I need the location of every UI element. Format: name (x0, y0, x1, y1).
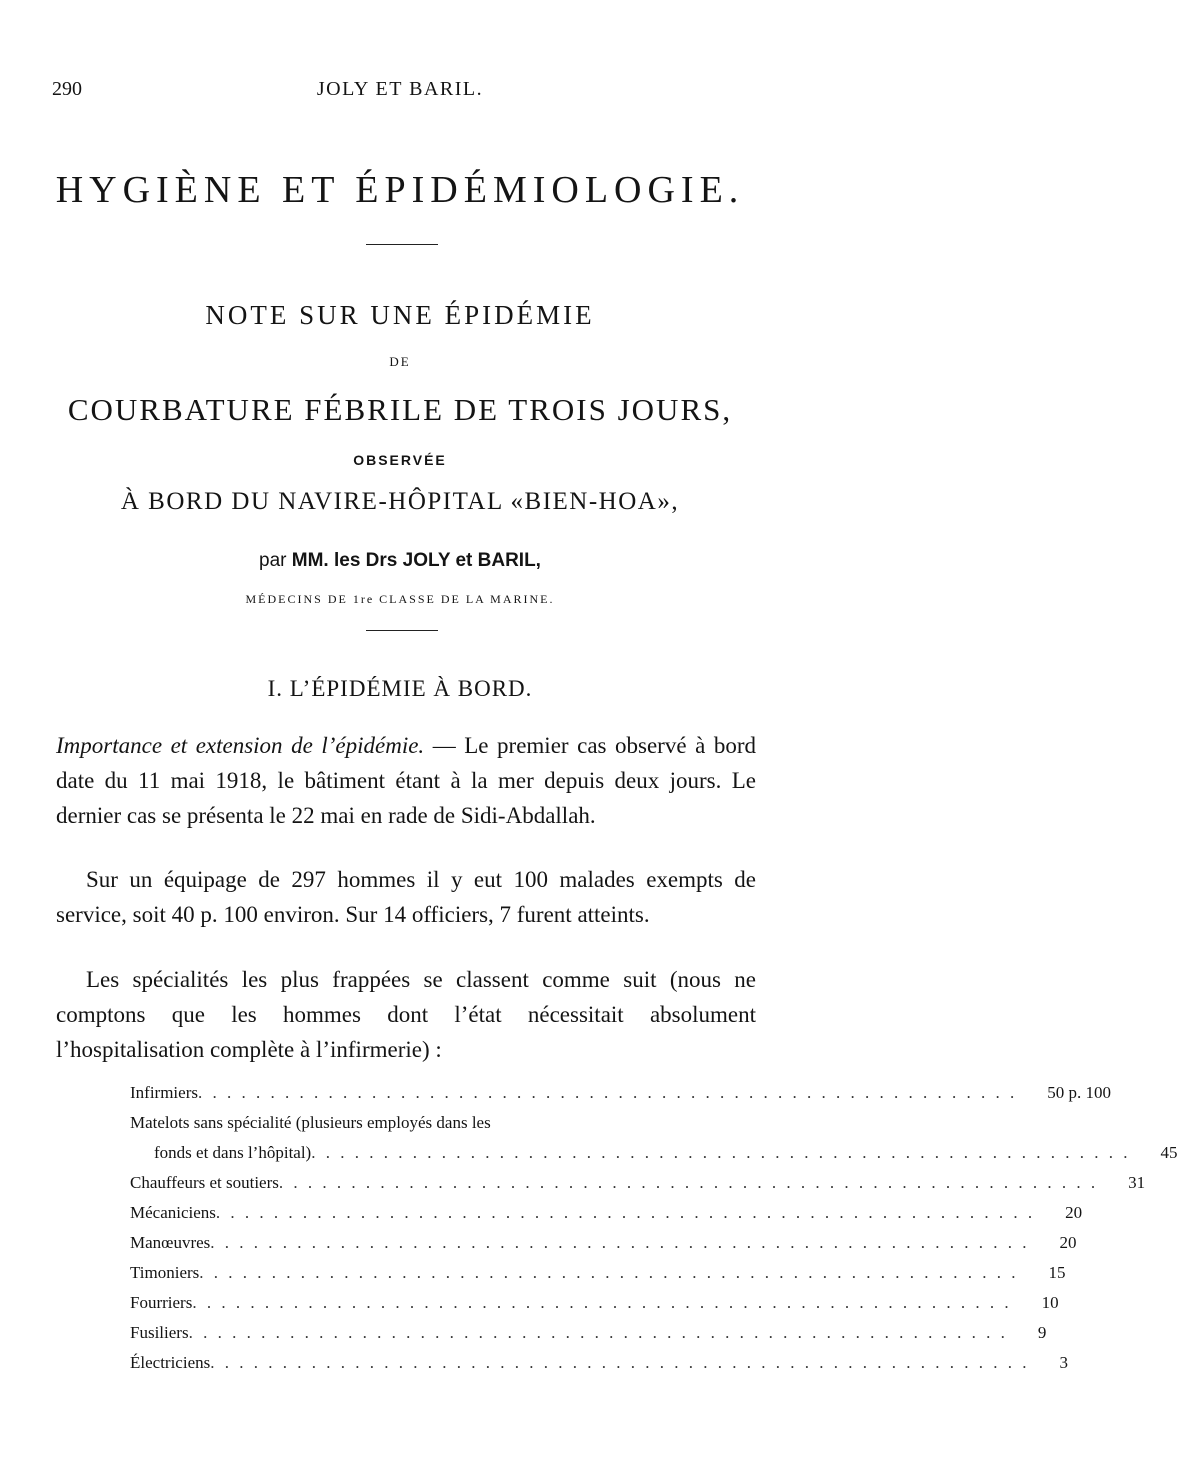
dot-leader: . . . . . . . . . . . . . . . . . . . . . . . . . . . . . . . . . . . . . . . . . . . . . . . . . . . . . . . . . (197, 1083, 1018, 1102)
divider-rule (366, 630, 438, 631)
dot-leader: . . . . . . . . . . . . . . . . . . . . . . . . . . . . . . . . . . . . . . . . . . . . . . . . . . . . . . . . . (210, 1233, 1030, 1252)
dot-leader: . . . . . . . . . . . . . . . . . . . . . . . . . . . . . . . . . . . . . . . . . . . . . . . . . . . . . . . . . (278, 1173, 1099, 1192)
table-row (130, 1108, 770, 1138)
dot-leader: . . . . . . . . . . . . . . . . . . . . . . . . . . . . . . . . . . . . . . . . . . . . . . . . . . . . . . . . . (210, 1353, 1030, 1372)
row-value: 15 (1048, 1263, 1066, 1282)
article-title-line-2: COURBATURE FÉBRILE DE TROIS JOURS, (67, 392, 733, 427)
table-row (130, 1138, 1177, 1168)
row-value (650, 1108, 770, 1138)
table-row (130, 1228, 1077, 1258)
row-label: Timoniers (130, 1263, 200, 1282)
article-title-observee: OBSERVÉE (353, 452, 447, 468)
page-number: 290 (52, 78, 82, 100)
chapter-title: I. L’ÉPIDÉMIE À BORD. (267, 676, 533, 701)
paragraph: Les spécialités les plus frappées se classent comme suit (nous ne comptons que les hommes dont l’état nécessitait absolument l’hospitalisation complète à l’infirmerie) : (56, 967, 756, 1062)
table-row (130, 1318, 1047, 1348)
divider-rule (366, 244, 438, 245)
authors-prefix: par (259, 550, 292, 571)
row-value: 31 (1128, 1173, 1146, 1192)
article-title-de: DE (389, 354, 411, 369)
paragraph (56, 728, 756, 833)
authors-affiliation: MÉDECINS DE 1re CLASSE DE LA MARINE. (245, 592, 555, 606)
table-row (130, 1168, 1146, 1198)
article-title-line-3: À BORD DU NAVIRE-HÔPITAL «BIEN-HOA», (120, 488, 680, 515)
table-row (130, 1198, 1083, 1228)
paragraph-lead-italic: Importance et extension de l’épidémie. (56, 733, 425, 758)
running-head: JOLY ET BARIL. (316, 78, 484, 100)
row-label: Fusiliers (130, 1323, 189, 1342)
table-row (130, 1288, 1059, 1318)
row-value: 3 (1059, 1353, 1068, 1372)
row-label: Chauffeurs et soutiers (130, 1173, 279, 1192)
row-label: Électriciens (130, 1353, 211, 1372)
row-label: Mécaniciens (130, 1203, 216, 1222)
table-row (130, 1258, 1066, 1288)
dot-leader: . . . . . . . . . . . . . . . . . . . . . . . . . . . . . . . . . . . . . . . . . . . . . . . . . . . . . . . . . (192, 1293, 1012, 1312)
row-value: 9 (1037, 1323, 1047, 1342)
specialty-table (130, 1078, 1177, 1378)
row-value: 20 (1059, 1233, 1077, 1252)
dot-leader: . . . . . . . . . . . . . . . . . . . . . . . . . . . . . . . . . . . . . . . . . . . . . . . . . . . . . . . . . (311, 1143, 1131, 1162)
dot-leader: . . . . . . . . . . . . . . . . . . . . . . . . . . . . . . . . . . . . . . . . . . . . . . . . . . . . . . . . . (188, 1323, 1008, 1342)
dot-leader: . . . . . . . . . . . . . . . . . . . . . . . . . . . . . . . . . . . . . . . . . . . . . . . . . . . . . . . . . (199, 1263, 1019, 1282)
row-label: Fourriers (130, 1293, 193, 1312)
paragraph: Sur un équipage de 297 hommes il y eut 100 malades exempts de service, soit 40 p. 100 environ. Sur 14 officiers, 7 furent atteints. (56, 867, 756, 927)
row-label: Manœuvres (130, 1233, 211, 1252)
authors-line (0, 550, 800, 572)
paragraph-text: — Le premier cas observé à bord date du 11 mai 1918, le bâtiment étant à la mer depuis deux jours. Le dernier cas se présenta le 22 mai en rade de Sidi-Abdallah. (56, 733, 756, 828)
table-row (130, 1078, 1111, 1108)
row-value: 20 (1065, 1203, 1083, 1222)
section-title: HYGIÈNE ET ÉPIDÉMIOLOGIE. (55, 169, 745, 211)
article-title-line-1: NOTE SUR UNE ÉPIDÉMIE (205, 300, 595, 330)
row-value: 10 (1041, 1293, 1059, 1312)
row-label: Matelots sans spécialité (plusieurs employés dans les (130, 1113, 491, 1132)
authors-names: MM. les Drs JOLY et BARIL, (291, 550, 541, 571)
table-row (130, 1348, 1068, 1378)
dot-leader: . . . . . . . . . . . . . . . . . . . . . . . . . . . . . . . . . . . . . . . . . . . . . . . . . . . . . . . . . (215, 1203, 1036, 1222)
row-label: Infirmiers (130, 1083, 198, 1102)
row-value: 50 p. 100 (1047, 1083, 1111, 1102)
row-label: fonds et dans l’hôpital) (154, 1143, 312, 1162)
row-value: 45 (1160, 1143, 1177, 1162)
